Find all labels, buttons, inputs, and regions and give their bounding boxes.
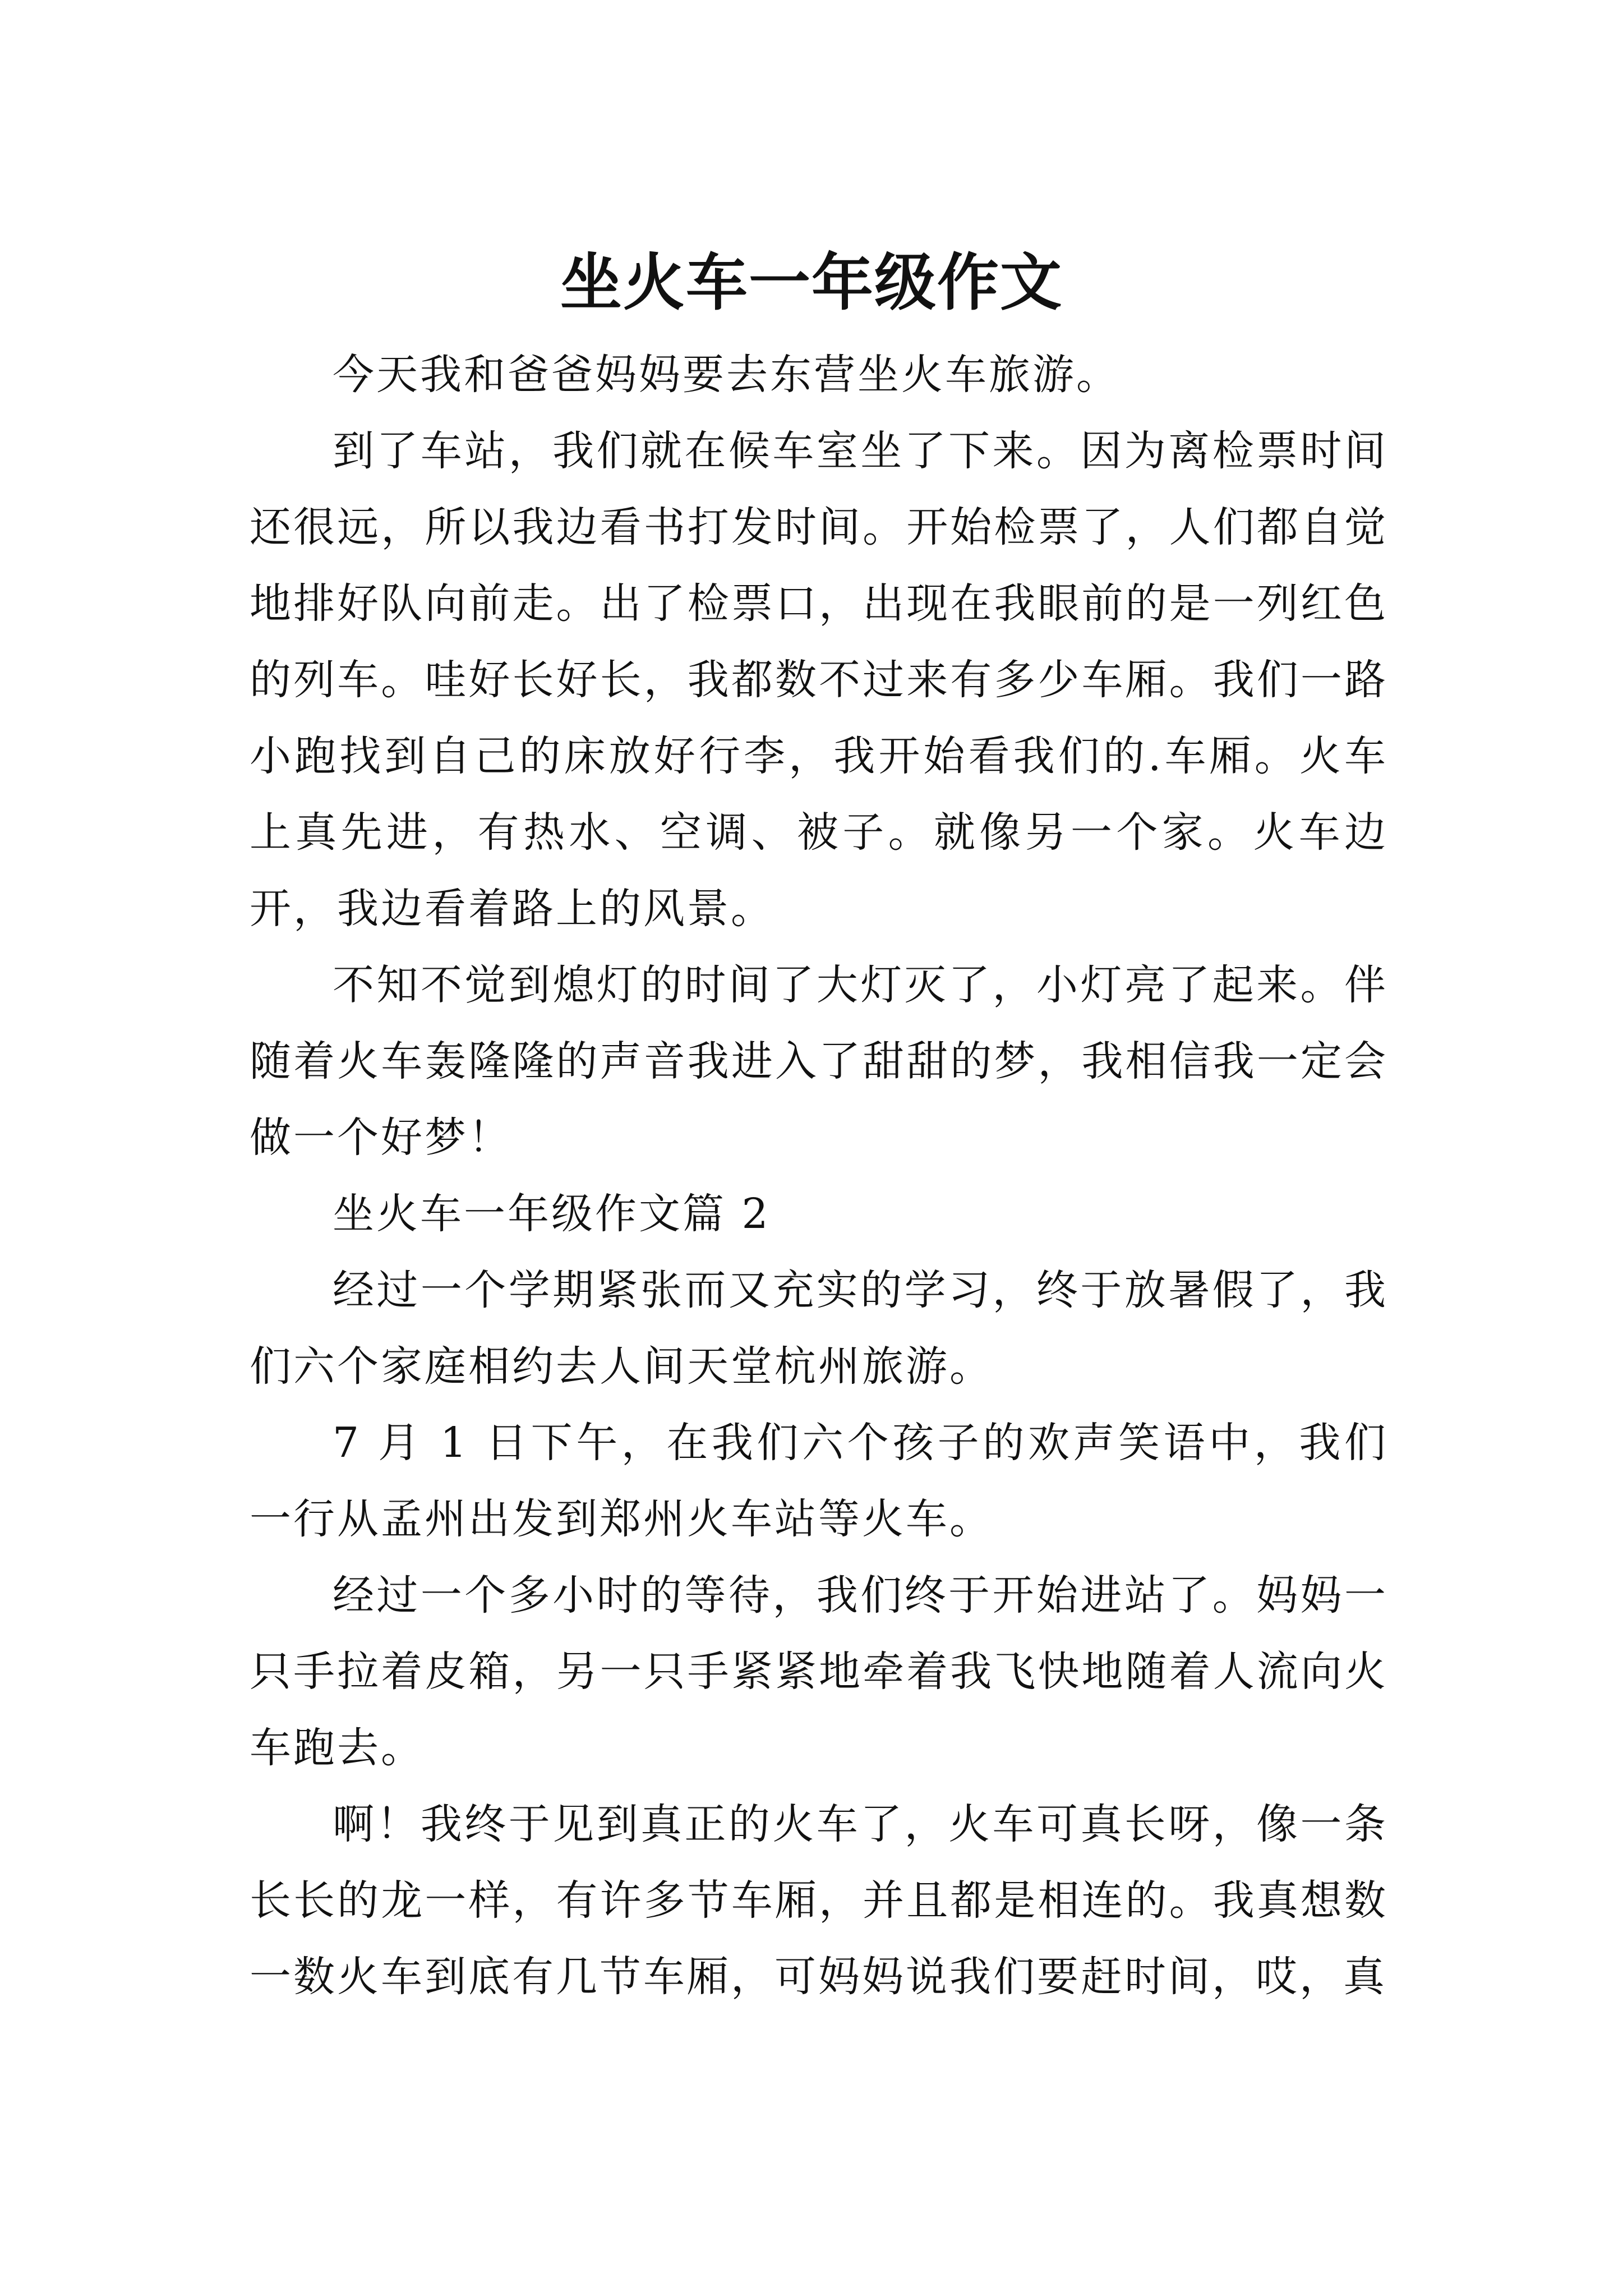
paragraph-6: 经过一个多小时的等待，我们终于开始进站了。妈妈一只手拉着皮箱，另一只手紧紧地牵着我飞快地随着人流向火车跑去。 bbox=[250, 1571, 1388, 1772]
document-body bbox=[250, 337, 1388, 2015]
document-title: 坐火车一年级作文 bbox=[560, 246, 1063, 319]
section-heading-2: 坐火车一年级作文篇 2 bbox=[333, 1190, 771, 1238]
paragraph-2: 到了车站，我们就在候车室坐了下来。因为离检票时间还很远，所以我边看书打发时间。开始检票了，人们都自觉地排好队向前走。出了检票口，出现在我眼前的是一列红色的列车。哇好长好长，我都数不过来有多少车厢。我们一路小跑找到自己的床放好行李，我开始看我们的.车厢。火车上真先进，有热水、空调、被子。就像另一个家。火车边开，我边看着路上的风景。 bbox=[250, 427, 1388, 933]
paragraph-5: 7 月 1 日下午，在我们六个孩子的欢声笑语中，我们一行从孟州出发到郑州火车站等火车。 bbox=[250, 1419, 1388, 1543]
paragraph-4: 经过一个学期紧张而又充实的学习，终于放暑假了，我们六个家庭相约去人间天堂杭州旅游。 bbox=[250, 1266, 1388, 1391]
paragraph-3: 不知不觉到熄灯的时间了大灯灭了，小灯亮了起来。伴随着火车轰隆隆的声音我进入了甜甜的梦，我相信我一定会做一个好梦！ bbox=[250, 961, 1388, 1162]
paragraph-1: 今天我和爸爸妈妈要去东营坐火车旅游。 bbox=[333, 351, 1120, 399]
paragraph-7: 啊！我终于见到真正的火车了，火车可真长呀，像一条长长的龙一样，有许多节车厢，并且都是相连的。我真想数一数火车到底有几节车厢，可妈妈说我们要赶时间，哎，真 bbox=[250, 1800, 1388, 2001]
